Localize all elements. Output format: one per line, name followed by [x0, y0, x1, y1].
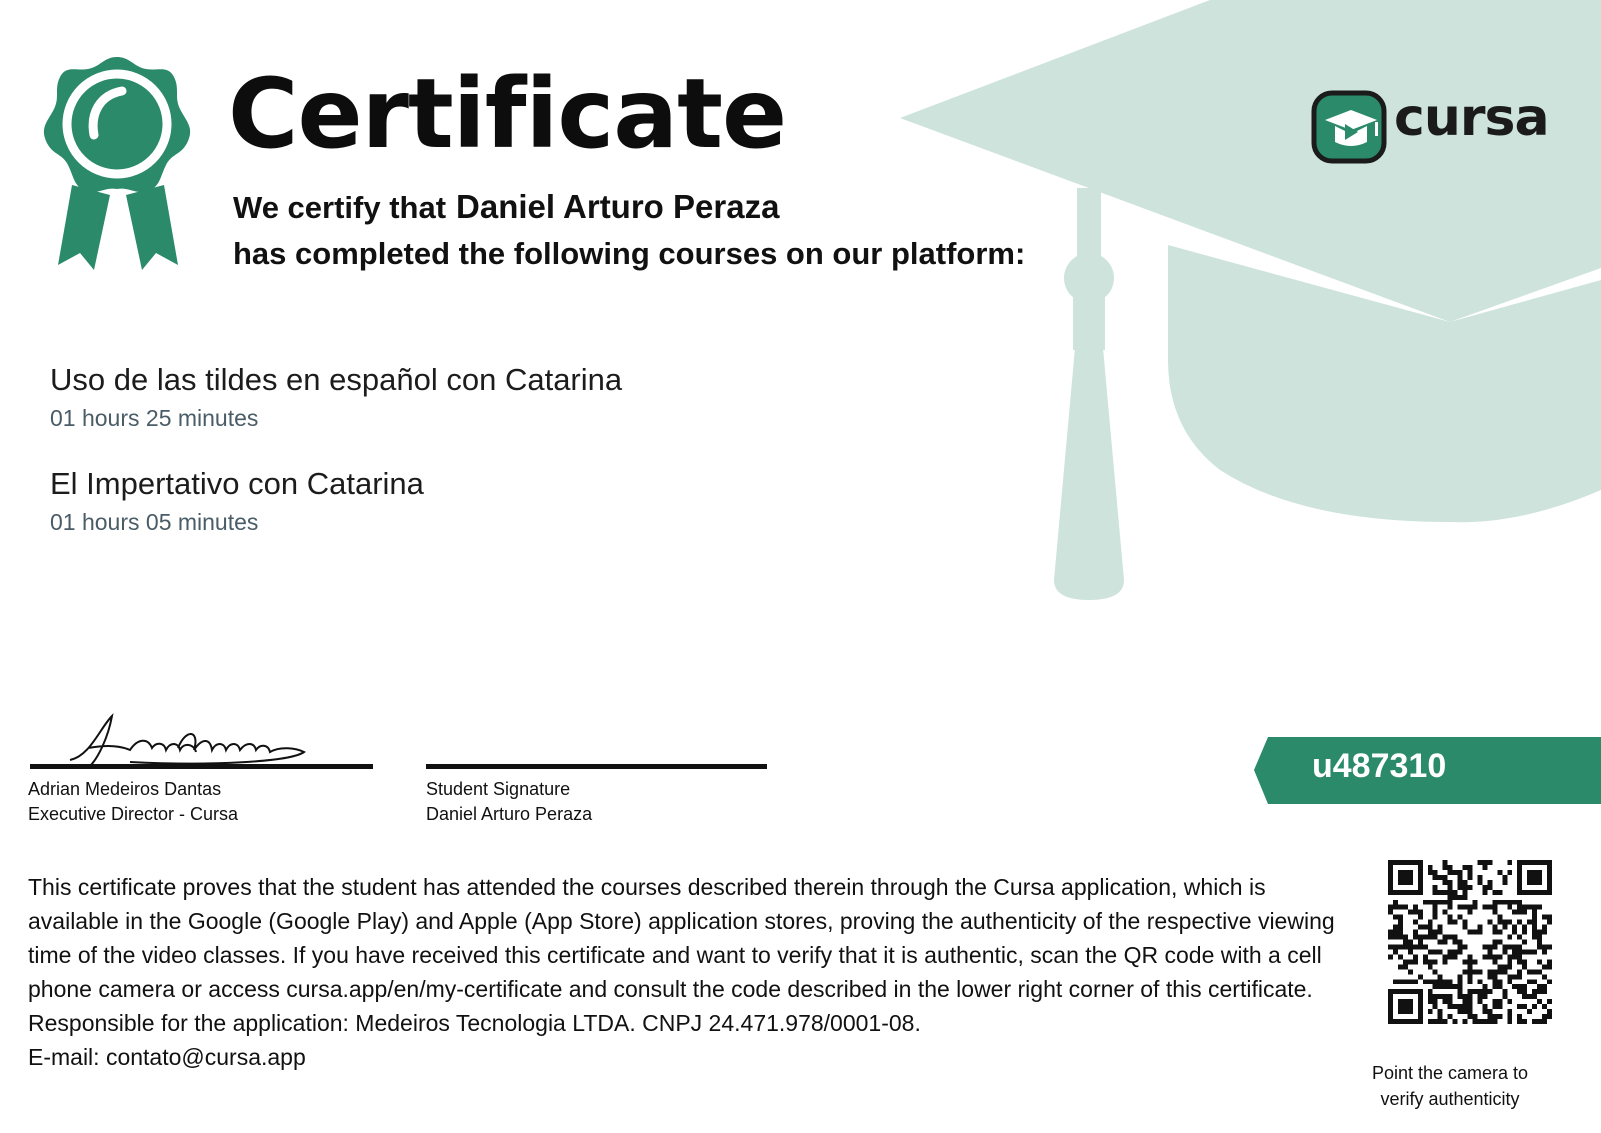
certify-suffix: has completed the following courses on our platform: [233, 236, 1026, 271]
certify-line [233, 188, 779, 226]
course-duration: 01 hours 05 minutes [50, 509, 259, 535]
student-signature-label: Student Signature [426, 779, 571, 799]
qr-code-icon[interactable] [1388, 860, 1552, 1024]
student-name: Daniel Arturo Peraza [456, 188, 780, 225]
qr-caption [1360, 1060, 1540, 1112]
certificate-code: u487310 [1312, 747, 1447, 785]
course-title: El Impertativo con Catarina [50, 466, 424, 501]
student-signature-line [426, 764, 767, 769]
director-name: Adrian Medeiros Dantas [28, 779, 222, 799]
certificate-description [28, 870, 1348, 1074]
director-info [28, 777, 238, 827]
director-signature-line [30, 764, 373, 769]
cursa-logo-icon [1311, 88, 1389, 166]
student-signature-info [426, 777, 592, 827]
certify-prefix: We certify that [233, 190, 447, 225]
email-line: E-mail: contato@cursa.app [28, 1044, 306, 1070]
student-signature-name: Daniel Arturo Peraza [426, 804, 593, 824]
qr-caption-line: verify authenticity [1380, 1089, 1520, 1109]
course-title: Uso de las tildes en español con Catarina [50, 362, 623, 397]
award-ribbon-icon [42, 55, 192, 277]
certificate-title: Certificate [228, 58, 787, 170]
course-duration: 01 hours 25 minutes [50, 405, 259, 431]
description-paragraph: This certificate proves that the student has attended the courses described therein through the Cursa application, which is available in the Google (Google Play) and Apple (App Store) application stores, proving the authenticity of the respective viewing time of the video classes. If you have received this certificate and want to verify that it is authentic, scan the QR code with a cell phone camera or access cursa.app/en/my-certificate and consult the code described in the lower right corner of this certificate. [28, 874, 1335, 1002]
responsible-line: Responsible for the application: Medeiros Tecnologia LTDA. CNPJ 24.471.978/0001-08. [28, 1010, 921, 1036]
brand-name: cursa [1394, 88, 1549, 148]
director-role: Executive Director - Cursa [28, 804, 239, 824]
qr-caption-line: Point the camera to [1371, 1063, 1529, 1083]
